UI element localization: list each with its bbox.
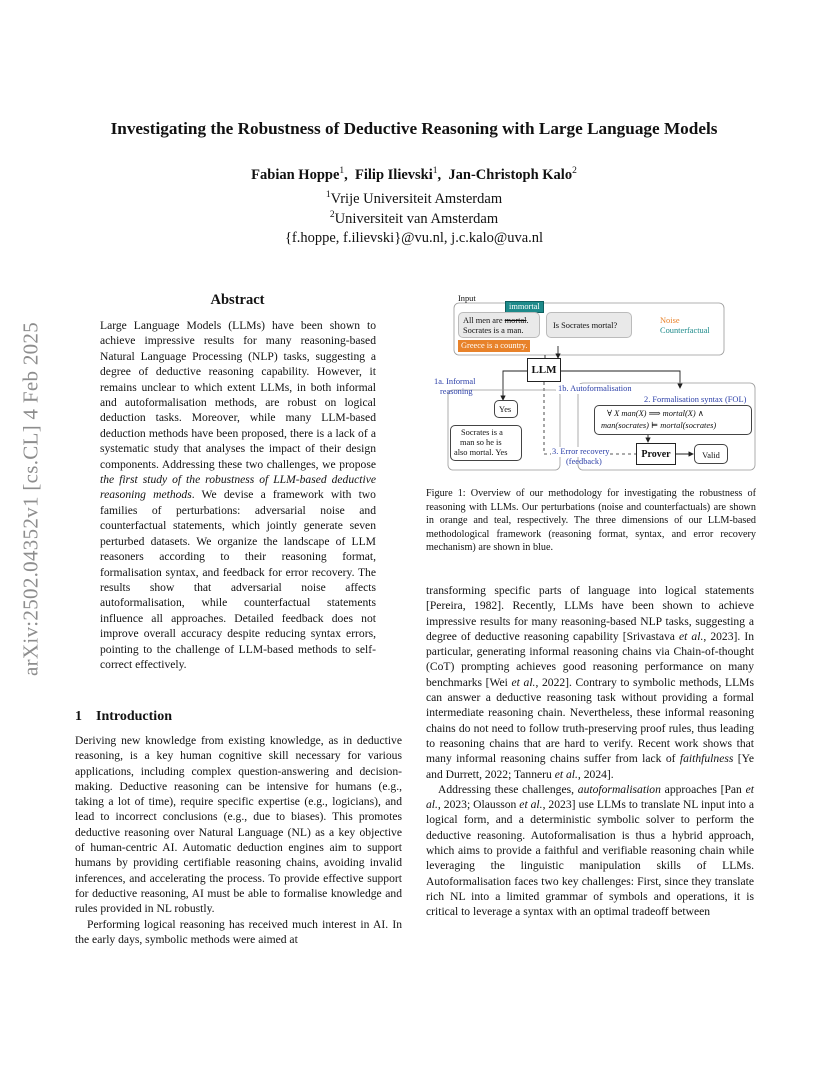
author-name: Filip Ilievski xyxy=(355,166,433,183)
author-name: Jan-Christoph Kalo xyxy=(448,166,573,183)
abstract-heading: Abstract xyxy=(210,292,265,308)
reasoning-chain-box: Socrates is a man so he is also mortal. Yes xyxy=(450,425,522,461)
paper-title: Investigating the Robustness of Deductive Reasoning with Large Language Models xyxy=(110,119,718,138)
error-recovery-label: 3. Error recovery xyxy=(552,447,610,456)
legend-counterfactual: Counterfactual xyxy=(660,326,710,335)
input-label: Input xyxy=(458,294,476,303)
informal-reasoning-label: reasoning xyxy=(440,387,473,396)
section-heading: 1 Introduction xyxy=(75,709,172,724)
affiliation: $^1$Vrije Universiteit Amsterdam xyxy=(325,190,503,207)
yes-box: Yes xyxy=(494,400,518,418)
arxiv-stamp: arXiv:2502.04352v1 [cs.CL] 4 Feb 2025 xyxy=(18,321,43,677)
intro-right-column xyxy=(426,583,754,920)
noise-tag: Greece is a country. xyxy=(458,340,530,352)
paragraph: Deriving new knowledge from existing knowledge, as in deductive reasoning, is a key human cognitive skill necessary for various applications, including complex question-answering and decision-making. Deductive reasoning can be intensive for humans (e.g., taking a lot of time), require specific expertise (e.g., logicians), and lead to incorrect conclusions (e.g., due to biases). This promotes deductive reasoning over Natural Language (NL) as a key objective of human-centric AI. Automatic deduction engines aim to support humans by providing certifiable reasoning chains, avoiding invalid inferences, and accelerating the process. To provide effective support for deductive reasoning, AI must be able to formalise knowledge and rules provided in NL robustly. xyxy=(75,734,402,916)
paragraph: Addressing these challenges, autoformalisation approaches [Pan et al., 2023; Olausson et al., 2023] use LLMs to translate NL input into a logical form, and a deterministic symbolic solver to perform the deductive reasoning. Autoformalisation is thus a hybrid approach, which aims to provide a faithful and verifiable reasoning chain while leveraging the linguistic manipulation skills of LLMs. Autoformalisation faces two key challenges: First, since they translate rich NL into a limited grammar of symbols and operations, it is critical to leverage a syntax with an optimal tradeoff between xyxy=(426,782,755,919)
premises-box: All men are mortal. Socrates is a man. xyxy=(458,312,540,338)
llm-box: LLM xyxy=(527,358,561,382)
syntax-label: 2. Formalisation syntax (FOL) xyxy=(644,395,747,404)
affiliation: $^2$Universiteit van Amsterdam xyxy=(329,210,499,227)
question-box: Is Socrates mortal? xyxy=(546,312,632,338)
paragraph: Performing logical reasoning has received much interest in AI. In the early days, symbolic methods were aimed at xyxy=(75,917,402,946)
informal-reasoning-label: 1a. Informal xyxy=(434,377,476,386)
fol-formula-box: ∀ X man(X) ⟹ mortal(X) ∧ man(socrates) ⊨ mortal(socrates) xyxy=(594,405,752,435)
prover-box: Prover xyxy=(636,443,676,465)
legend-noise: Noise xyxy=(660,316,680,325)
valid-box: Valid xyxy=(694,444,728,464)
figure-caption: Figure 1: Overview of our methodology for investigating the robustness of reasoning with LLMs. Our perturbations (noise and counterfactuals) are shown in orange and teal, respectively. The three dimensions of our LLM-based methodological framework (reasoning format, syntax, and error recovery mechanism) are shown in blue. xyxy=(426,488,756,554)
intro-left-column xyxy=(75,733,402,947)
figure-1 xyxy=(418,288,758,478)
counterfactual-tag: immortal xyxy=(505,301,544,313)
author-emails: {f.hoppe, f.ilievski}@vu.nl, j.c.kalo@uva.nl xyxy=(284,230,544,246)
autoformalisation-label: 1b. Autoformalisation xyxy=(558,384,632,393)
paragraph: transforming specific parts of language into logical statements [Pereira, 1982]. Recently, LLMs have been shown to achieve impressive results for many reasoning-based NLP tasks, suggesting a degree of deductive reasoning capability [Srivastava et al., 2023]. In particular, generating informal reasoning chains via Chain-of-thought (CoT) prompting achieves good reasoning performance on many benchmarks [Wei et al., 2022]. Contrary to symbolic methods, LLMs can answer a deductive reasoning task without providing a formal intermediate reasoning chain. Nevertheless, these informal reasoning chains do not need to follow truth-preserving proof rules, thus leading to reasoning chains that are hard to verify. Recent work shows that many informal reasoning chains suffer from lack of faithfulness [Ye and Durrett, 2022; Tanneru et al., 2024]. xyxy=(426,584,754,781)
author-name: Fabian Hoppe xyxy=(251,166,340,183)
abstract-body: Large Language Models (LLMs) have been shown to achieve impressive results for many reasoning-based Natural Language Processing (NLP) tasks, suggesting a degree of deductive reasoning capability. However, it remains unclear to which extent LLMs, in both informal and autoformalisation methods, are robust on logical deduction tasks. Moreover, while many LLM-based deduction methods have been proposed, there is a lack of a systematic study that analyses the impact of their design components. Addressing these two challenges, we propose the first study of the robustness of LLM-based deductive reasoning methods. We devise a framework with two families of perturbations: adversarial noise and counterfactual statements, which jointly generate seven perturbed datasets. We organize the landscape of LLM reasoners according to their reasoning format, formalisation syntax, and feedback for error recovery. The results show that adversarial noise affects autoformalisation, while counterfactual statements influence all approaches. Detailed feedback does not improve overall accuracy despite reducing syntax errors, pointing to the challenge of LLM-based methods to self-correct effectively. xyxy=(100,319,376,671)
error-recovery-label: (feedback) xyxy=(566,457,602,466)
author-list: Fabian Hoppe$^1$, Filip Ilievski$^1$, Jan-Christoph Kalo$^2$ xyxy=(251,166,577,183)
